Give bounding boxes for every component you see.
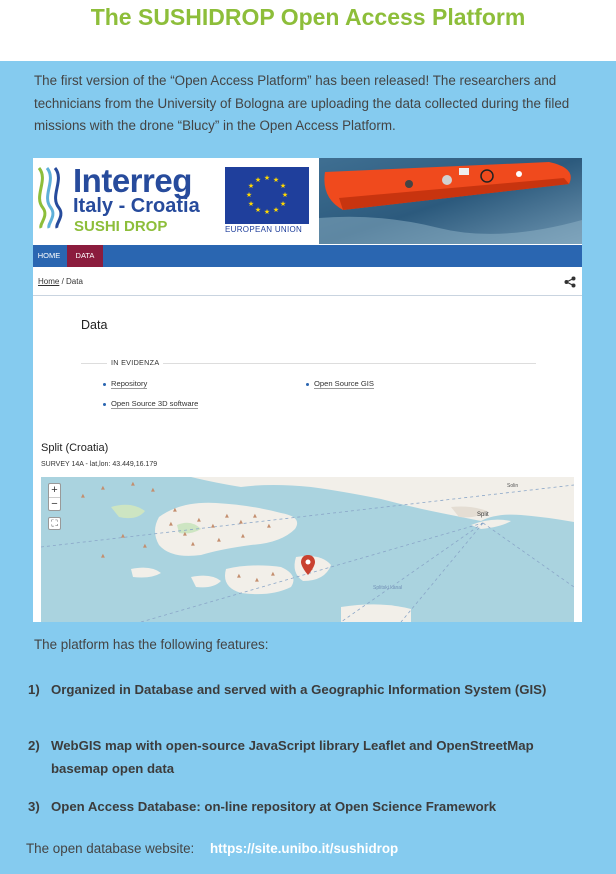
zoom-in-button[interactable]: + xyxy=(51,484,58,496)
features-intro: The platform has the following features: xyxy=(34,637,269,652)
svg-text:★: ★ xyxy=(263,208,271,216)
svg-text:▲: ▲ xyxy=(237,573,241,579)
svg-text:★: ★ xyxy=(279,182,287,190)
zoom-control xyxy=(48,483,61,511)
eu-label: EUROPEAN UNION xyxy=(225,225,303,234)
svg-text:▲: ▲ xyxy=(151,487,155,493)
eu-flag-icon xyxy=(225,167,309,224)
link-open-source-3d[interactable]: Open Source 3D software xyxy=(103,399,198,408)
survey-info: SURVEY 14A - lat,lon: 43.449,16.179 xyxy=(41,461,158,468)
breadcrumb-current: Data xyxy=(66,277,83,286)
logo-italy-croatia: Italy - Croatia xyxy=(73,195,200,217)
svg-text:▲: ▲ xyxy=(271,571,275,577)
logo-sushidrop: SUSHI DROP xyxy=(74,218,168,235)
data-heading: Data xyxy=(81,318,108,332)
feature-number: 3) xyxy=(28,799,40,814)
nav-home[interactable]: HOME xyxy=(37,251,61,260)
zoom-out-button[interactable]: − xyxy=(49,497,60,510)
breadcrumb-home[interactable]: Home xyxy=(38,277,60,286)
svg-text:★: ★ xyxy=(245,191,253,199)
link-repository[interactable]: Repository xyxy=(103,379,147,388)
svg-text:★: ★ xyxy=(254,206,262,214)
svg-text:▲: ▲ xyxy=(173,507,177,513)
feature-number: 1) xyxy=(28,682,40,697)
svg-text:▲: ▲ xyxy=(225,513,229,519)
link-open-source-gis[interactable]: Open Source GIS xyxy=(306,379,374,388)
svg-text:▲: ▲ xyxy=(211,523,215,529)
svg-text:★: ★ xyxy=(247,200,255,208)
map-title: Split (Croatia) xyxy=(41,442,109,454)
page-title: The SUSHIDROP Open Access Platform xyxy=(90,4,526,30)
bullet xyxy=(103,383,106,386)
svg-text:▲: ▲ xyxy=(183,531,187,537)
svg-text:▲: ▲ xyxy=(169,521,173,527)
drone-boat-photo xyxy=(319,158,582,244)
logo-interreg: Interreg xyxy=(73,162,192,199)
website-link[interactable]: https://site.unibo.it/sushidrop xyxy=(210,841,399,856)
evidenza-label: IN EVIDENZA xyxy=(107,358,163,367)
site-navbar xyxy=(33,245,582,267)
svg-text:★: ★ xyxy=(279,200,287,208)
webgis-map[interactable] xyxy=(41,477,574,622)
svg-text:▲: ▲ xyxy=(131,481,135,487)
feature-text: WebGIS map with open-source JavaScript library Leaflet and OpenStreetMap basemap open data xyxy=(51,738,534,776)
interreg-waves-icon xyxy=(35,166,65,230)
site-header xyxy=(33,158,582,244)
svg-text:▲: ▲ xyxy=(101,553,105,559)
breadcrumb xyxy=(33,268,582,296)
platform-screenshot xyxy=(33,158,582,622)
svg-text:▲: ▲ xyxy=(81,493,85,499)
svg-text:▲: ▲ xyxy=(253,513,257,519)
bullet xyxy=(103,403,106,406)
svg-text:▲: ▲ xyxy=(121,533,125,539)
svg-text:★: ★ xyxy=(247,182,255,190)
svg-text:▲: ▲ xyxy=(191,541,195,547)
bullet xyxy=(306,383,309,386)
nav-data[interactable]: DATA xyxy=(67,245,103,267)
svg-text:▲: ▲ xyxy=(101,485,105,491)
svg-text:▲: ▲ xyxy=(197,517,201,523)
breadcrumb-separator: / xyxy=(59,277,67,286)
footer-label: The open database website: xyxy=(26,841,195,856)
map-label-split: Split xyxy=(477,512,489,518)
svg-text:▲: ▲ xyxy=(239,519,243,525)
feature-text: Open Access Database: on-line repository at Open Science Framework xyxy=(51,799,497,814)
intro-paragraph: The first version of the “Open Access Platform” has been released! The researchers and technicians from the University of Bologna are uploading the data collected during the filed missions with the drone “Blucy” in the Open Access Platform. xyxy=(34,73,570,134)
feature-text: Organized in Database and served with a Geographic Information System (GIS) xyxy=(51,682,547,697)
svg-text:★: ★ xyxy=(254,176,262,184)
svg-text:★: ★ xyxy=(272,176,280,184)
svg-text:★: ★ xyxy=(272,206,280,214)
svg-text:★: ★ xyxy=(281,191,289,199)
svg-text:▲: ▲ xyxy=(241,533,245,539)
svg-text:▲: ▲ xyxy=(217,537,221,543)
svg-text:▲: ▲ xyxy=(143,543,147,549)
feature-number: 2) xyxy=(28,738,40,753)
svg-text:★: ★ xyxy=(263,174,271,182)
fullscreen-icon[interactable]: ⛶ xyxy=(48,517,61,530)
location-pin-icon[interactable] xyxy=(301,555,315,575)
map-label-kanal: Splitski kanal xyxy=(373,585,403,591)
share-icon[interactable] xyxy=(564,276,576,288)
map-label-solin: Solin xyxy=(507,483,519,489)
map-tiles xyxy=(41,477,574,622)
svg-text:▲: ▲ xyxy=(267,523,271,529)
svg-text:▲: ▲ xyxy=(255,577,259,583)
